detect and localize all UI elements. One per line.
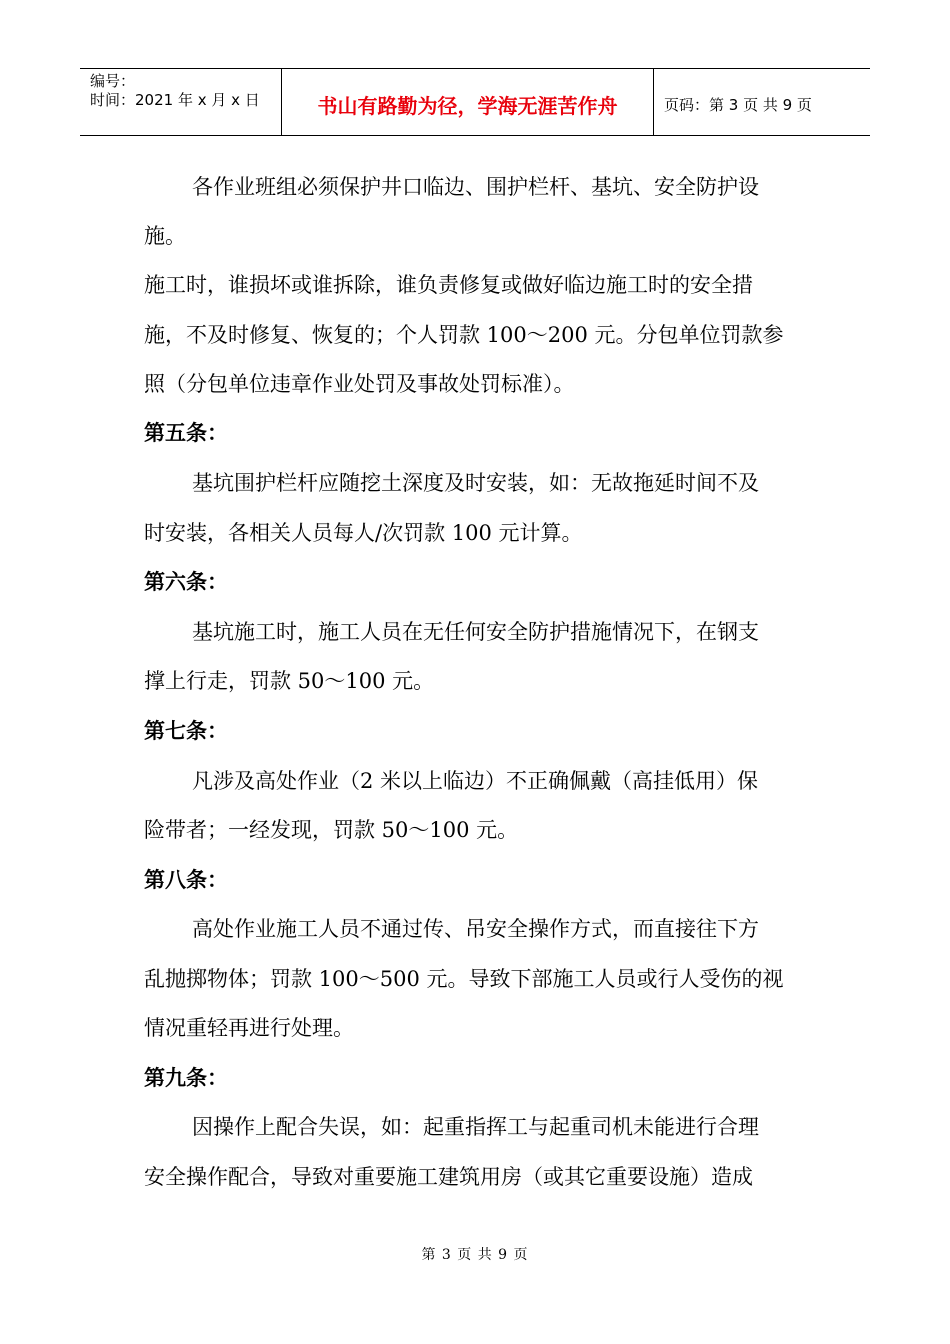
paragraph-line: 安全操作配合，导致对重要施工建筑用房（或其它重要设施）造成: [144, 1165, 753, 1189]
paragraph-line: 时安装，各相关人员每人/次罚款 100 元计算。: [144, 521, 583, 545]
article-heading-7: 第七条：: [144, 719, 228, 743]
header-motto: 书山有路勤为径，学海无涯苦作舟: [282, 69, 654, 135]
article-heading-8: 第八条：: [144, 868, 228, 892]
article-heading-6: 第六条：: [144, 570, 228, 594]
paragraph-line: 险带者；一经发现，罚款 50～100 元。: [144, 818, 519, 842]
paragraph-line: 施，不及时修复、恢复的；个人罚款 100～200 元。分包单位罚款参: [144, 323, 784, 347]
document-number-label: 编号：: [90, 72, 136, 90]
paragraph-line: 情况重轻再进行处理。: [144, 1016, 354, 1040]
paragraph-line: 因操作上配合失误，如：起重指挥工与起重司机未能进行合理: [192, 1115, 759, 1139]
paragraph-line: 高处作业施工人员不通过传、吊安全操作方式，而直接往下方: [192, 917, 759, 941]
paragraph-line: 乱抛掷物体；罚款 100～500 元。导致下部施工人员或行人受伤的视: [144, 967, 784, 991]
page-header: [80, 68, 870, 136]
paragraph-line: 凡涉及高处作业（2 米以上临边）不正确佩戴（高挂低用）保: [192, 769, 759, 793]
paragraph-line: 施工时，谁损坏或谁拆除，谁负责修复或做好临边施工时的安全措: [144, 273, 753, 297]
paragraph-line: 基坑围护栏杆应随挖土深度及时安装，如：无故拖延时间不及: [192, 471, 759, 495]
header-meta-cell: [80, 69, 282, 135]
document-date: 时间：2021 年 x 月 x 日: [90, 91, 260, 109]
paragraph-line: 各作业班组必须保护井口临边、围护栏杆、基坑、安全防护设: [192, 175, 759, 199]
paragraph-line: 基坑施工时，施工人员在无任何安全防护措施情况下，在钢支: [192, 620, 759, 644]
paragraph-line: 施。: [144, 224, 186, 248]
header-page-info: 页码：第 3 页 共 9 页: [664, 95, 812, 114]
paragraph-line: 撑上行走，罚款 50～100 元。: [144, 669, 435, 693]
article-heading-9: 第九条：: [144, 1066, 228, 1090]
page-footer: 第 3 页 共 9 页: [421, 1247, 529, 1263]
article-heading-5: 第五条：: [144, 421, 228, 445]
paragraph-line: 照（分包单位违章作业处罚及事故处罚标准）。: [144, 372, 575, 396]
